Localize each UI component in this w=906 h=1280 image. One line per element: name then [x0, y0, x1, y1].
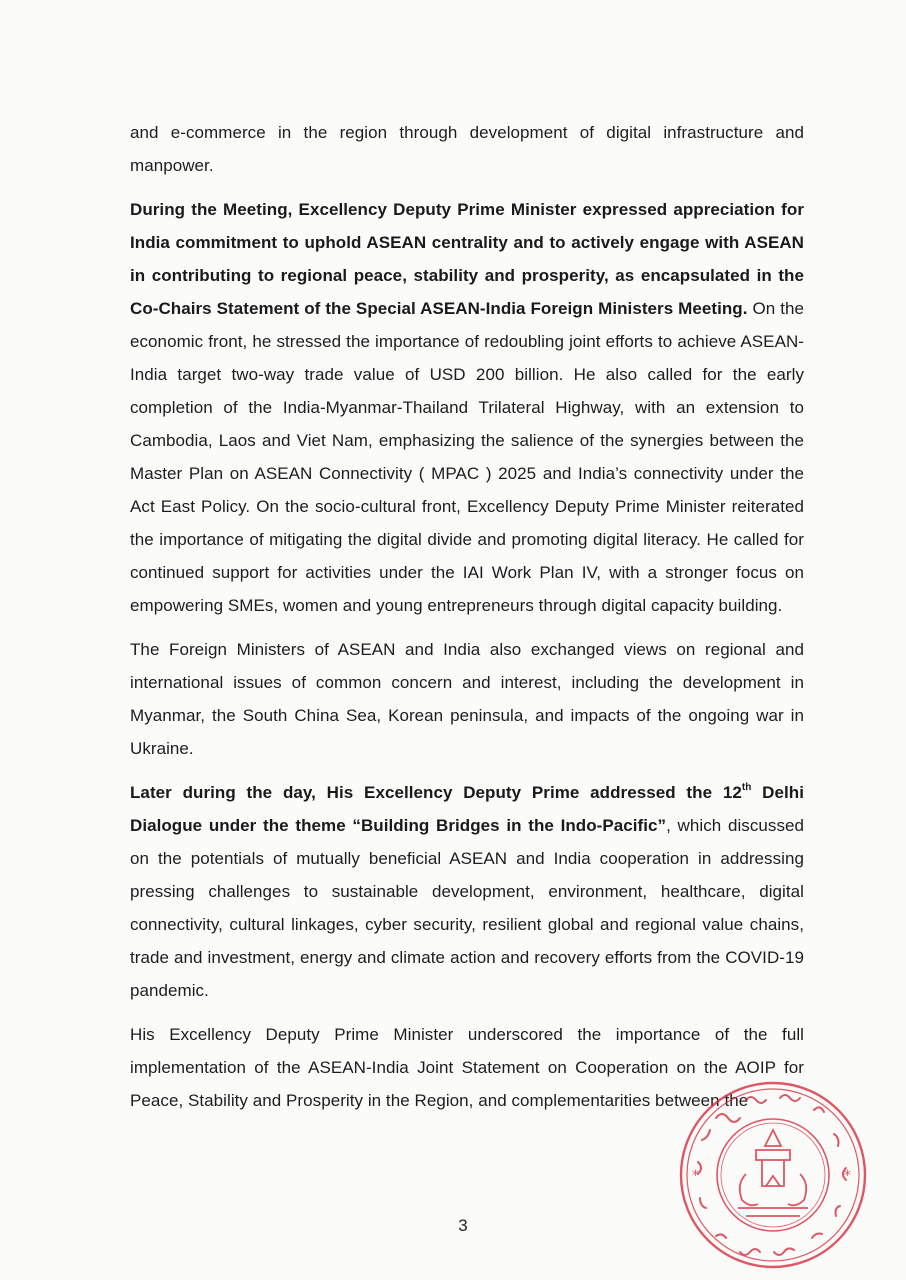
paragraph-meeting-summary	[130, 193, 804, 622]
svg-text:*: *	[844, 1168, 851, 1184]
paragraph-text: and e-commerce in the region through development of digital infrastructure and manpower.	[130, 123, 804, 175]
seal-graphic	[676, 1078, 870, 1272]
page-number: 3	[458, 1216, 468, 1235]
paragraph-bold-lead: During the Meeting, Excellency Deputy Prime Minister expressed appreciation for India commitment to uphold ASEAN centrality and to actively engage with ASEAN in contributing to regional peace, stability and prosperity, as encapsulated in the Co-Chairs Statement of the Special ASEAN-India Foreign Ministers Meeting.	[130, 200, 804, 318]
paragraph-text: His Excellency Deputy Prime Minister underscored the importance of the full implementation of the ASEAN-India Joint Statement on Cooperation on the AOIP for Peace, Stability and Prosperity in the Region, and complementarities between the	[130, 1025, 804, 1110]
paragraph-text: On the economic front, he stressed the importance of redoubling joint efforts to achieve ASEAN-India target two-way trade value of USD 200 billion. He also called for the early completion of the India-Myanmar-Thailand Trilateral Highway, with an extension to Cambodia, Laos and Viet Nam, emphasizing the salience of the synergies between the Master Plan on ASEAN Connectivity ( MPAC ) 2025 and India’s connectivity under the Act East Policy. On the socio-cultural front, Excellency Deputy Prime Minister reiterated the importance of mitigating the digital divide and promoting digital literacy. He called for continued support for activities under the IAI Work Plan IV, with a stronger focus on empowering SMEs, women and young entrepreneurs through digital capacity building.	[130, 299, 804, 615]
paragraph-bold-theme: Delhi Dialogue under the theme “Building Bridges in the Indo-Pacific”	[130, 783, 804, 835]
document-body	[130, 116, 804, 1128]
paragraph-continuation	[130, 116, 804, 182]
paragraph-delhi-dialogue	[130, 776, 804, 1007]
paragraph-text: , which discussed on the potentials of mutually beneficial ASEAN and India cooperation in addressing pressing challenges to sustainable development, environment, healthcare, digital connectivity, cultural linkages, cyber security, resilient global and regional value chains, trade and investment, energy and climate action and recovery efforts from the COVID-19 pandemic.	[130, 816, 805, 1000]
paragraph-regional-issues	[130, 633, 804, 765]
paragraph-bold-lead: Later during the day, His Excellency Deputy Prime addressed the 12	[130, 783, 742, 802]
svg-text:*: *	[692, 1168, 699, 1184]
paragraph-text: The Foreign Ministers of ASEAN and India also exchanged views on regional and international issues of common concern and interest, including the development in Myanmar, the South China Sea, Korean peninsula, and impacts of the ongoing war in Ukraine.	[130, 640, 804, 758]
ordinal-superscript: th	[741, 782, 752, 793]
official-seal-icon	[676, 1078, 870, 1272]
